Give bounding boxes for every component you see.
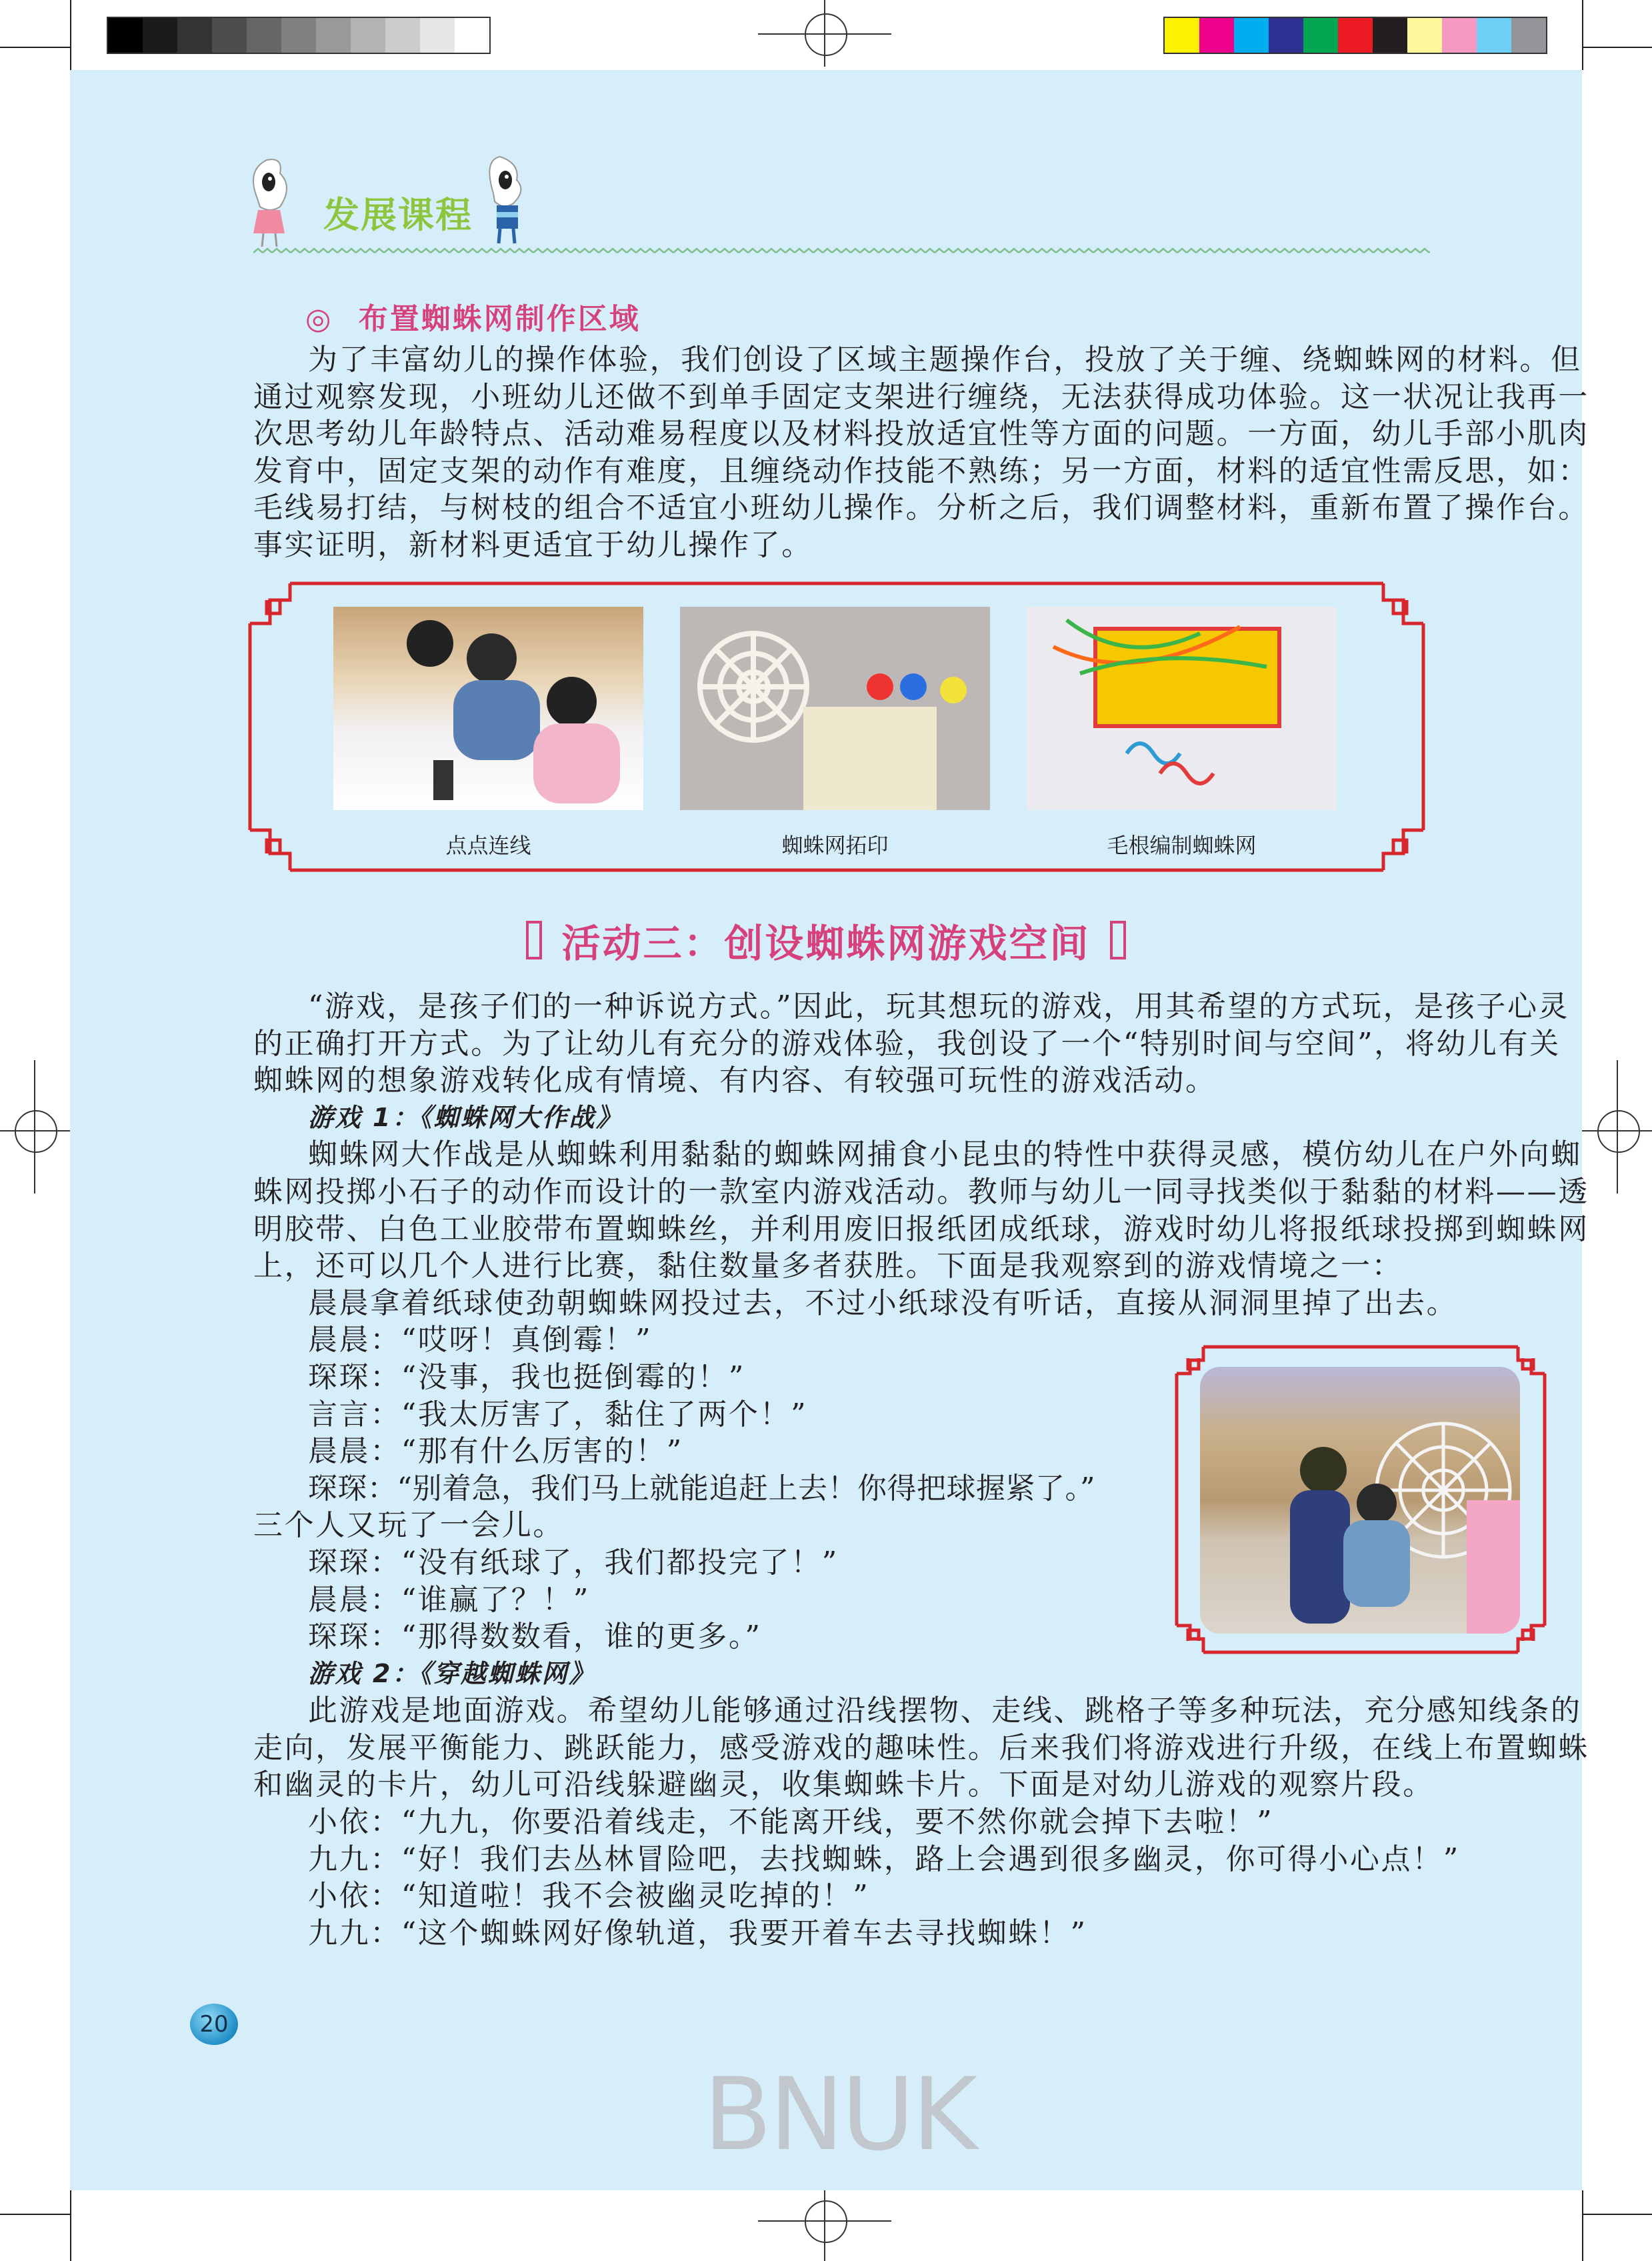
photo-caption: 点点连线 xyxy=(445,833,531,858)
text-line: 琛琛：“没有纸球了，我们都投完了！” xyxy=(308,1545,839,1580)
text-line: 次思考幼儿年龄特点、活动难易程度以及材料投放适宜性等方面的问题。一方面，幼儿手部小肌肉 xyxy=(253,417,1589,451)
text-line: 蜘蛛网的想象游戏转化成有情境、有内容、有较强可玩性的游戏活动。 xyxy=(253,1063,1217,1098)
text-line: 九九：“这个蜘蛛网好像轨道，我要开着车去寻找蜘蛛！” xyxy=(308,1916,1087,1950)
text-line: 发育中，固定支架的动作有难度，且缠绕动作技能不熟练；另一方面，材料的适宜性需反思，如： xyxy=(253,453,1589,488)
text-line: 琛琛：“别着急，我们马上就能追赶上去！你得把球握紧了。” xyxy=(308,1471,1095,1506)
spider-web-icon xyxy=(693,627,813,747)
page-number: 20 xyxy=(199,2011,229,2038)
text-line: 晨晨：“哎呀！真倒霉！” xyxy=(308,1323,653,1358)
photo-dot-connecting xyxy=(333,607,643,810)
text-line: 此游戏是地面游戏。希望幼儿能够通过沿线摆物、走线、跳格子等多种玩法，充分感知线条的 xyxy=(308,1694,1582,1728)
photo-caption: 毛根编制蜘蛛网 xyxy=(1107,833,1257,858)
text-line: 言言：“我太厉害了，黏住了两个！” xyxy=(308,1397,808,1432)
text-line: 三个人又玩了一会儿。 xyxy=(253,1508,564,1543)
text-line: 晨晨拿着纸球使劲朝蜘蛛网投过去，不过小纸球没有听话，直接从洞洞里掉了出去。 xyxy=(308,1286,1458,1320)
text-line: 和幽灵的卡片，幼儿可沿线躲避幽灵，收集蜘蛛卡片。下面是对幼儿游戏的观察片段。 xyxy=(253,1768,1434,1802)
photo-pipe-cleaner-web xyxy=(1027,607,1337,810)
mascot-girl-icon xyxy=(243,157,303,250)
text-line: 九九：“好！我们去丛林冒险吧，去找蜘蛛，路上会遇到很多幽灵，你可得小心点！” xyxy=(308,1842,1460,1876)
color-calibration-bar xyxy=(1163,17,1547,54)
text-line: 蜘蛛网大作战是从蜘蛛利用黏黏的蜘蛛网捕食小昆虫的特性中获得灵感，模仿幼儿在户外向蜘 xyxy=(308,1138,1582,1172)
text-line: 晨晨：“那有什么厉害的！” xyxy=(308,1434,683,1469)
photo-caption: 蜘蛛网拓印 xyxy=(781,833,889,858)
text-line: 上，还可以几个人进行比赛，黏住数量多者获胜。下面是我观察到的游戏情境之一： xyxy=(253,1249,1403,1284)
ornament-icon xyxy=(1110,921,1126,959)
double-circle-icon: ◎ xyxy=(305,302,333,336)
mascot-boy-icon xyxy=(480,153,540,247)
text-line: 为了丰富幼儿的操作体验，我们创设了区域主题操作台，投放了关于缠、绕蜘蛛网的材料。但 xyxy=(308,343,1582,377)
text-line: 通过观察发现，小班幼儿还做不到单手固定支架进行缠绕，无法获得成功体验。这一状况让我再一 xyxy=(253,379,1589,414)
text-line: 琛琛：“没事，我也挺倒霉的！” xyxy=(308,1360,745,1394)
text-line: 琛琛：“那得数数看，谁的更多。” xyxy=(308,1620,762,1654)
text-line: 走向，发展平衡能力、跳跃能力，感受游戏的趣味性。后来我们将游戏进行升级，在线上布置蜘蛛 xyxy=(253,1730,1589,1765)
text-line: 的正确打开方式。为了让幼儿有充分的游戏体验，我创设了一个“特别时间与空间”，将幼儿有关 xyxy=(253,1026,1561,1061)
section-heading-text: 布置蜘蛛网制作区域 xyxy=(358,302,641,336)
watermark: BNUK xyxy=(703,2057,975,2173)
activity-body xyxy=(253,988,1589,1952)
photo-web-printing xyxy=(680,607,990,810)
game-heading: 游戏 2：《穿越蜘蛛网》 xyxy=(308,1658,596,1688)
section-title: 发展课程 xyxy=(323,194,473,236)
text-line: 晨晨：“谁赢了？！” xyxy=(308,1582,590,1617)
ornament-icon xyxy=(526,921,542,959)
text-line: 小依：“知道啦！我不会被幽灵吃掉的！” xyxy=(308,1879,870,1914)
text-line: 蛛网投掷小石子的动作而设计的一款室内游戏活动。教师与幼儿一同寻找类似于黏黏的材料——透 xyxy=(253,1174,1589,1209)
text-line: 小依：“九九，你要沿着线走，不能离开线，要不然你就会掉下去啦！” xyxy=(308,1805,1274,1840)
page-number-badge xyxy=(190,2004,238,2045)
section1-paragraph xyxy=(253,341,1589,564)
text-line: 明胶带、白色工业胶带布置蜘蛛丝，并利用废旧报纸团成纸球，游戏时幼儿将报纸球投掷到蜘蛛网 xyxy=(253,1212,1589,1246)
text-line: 毛线易打结，与树枝的组合不适宜小班幼儿操作。分析之后，我们调整材料，重新布置了操作台。 xyxy=(253,491,1589,525)
wavy-divider xyxy=(253,247,1430,256)
section-heading xyxy=(305,295,641,337)
header xyxy=(243,150,1430,263)
grayscale-calibration-bar xyxy=(107,17,491,54)
game-heading: 游戏 1：《蜘蛛网大作战》 xyxy=(308,1102,623,1132)
text-line: “游戏，是孩子们的一种诉说方式。”因此，玩其想玩的游戏，用其希望的方式玩，是孩子心灵 xyxy=(308,989,1570,1023)
activity-title-bar xyxy=(0,912,1652,968)
activity-title: 活动三：创设蜘蛛网游戏空间 xyxy=(561,921,1091,966)
text-line: 事实证明，新材料更适宜于幼儿操作了。 xyxy=(253,527,813,562)
